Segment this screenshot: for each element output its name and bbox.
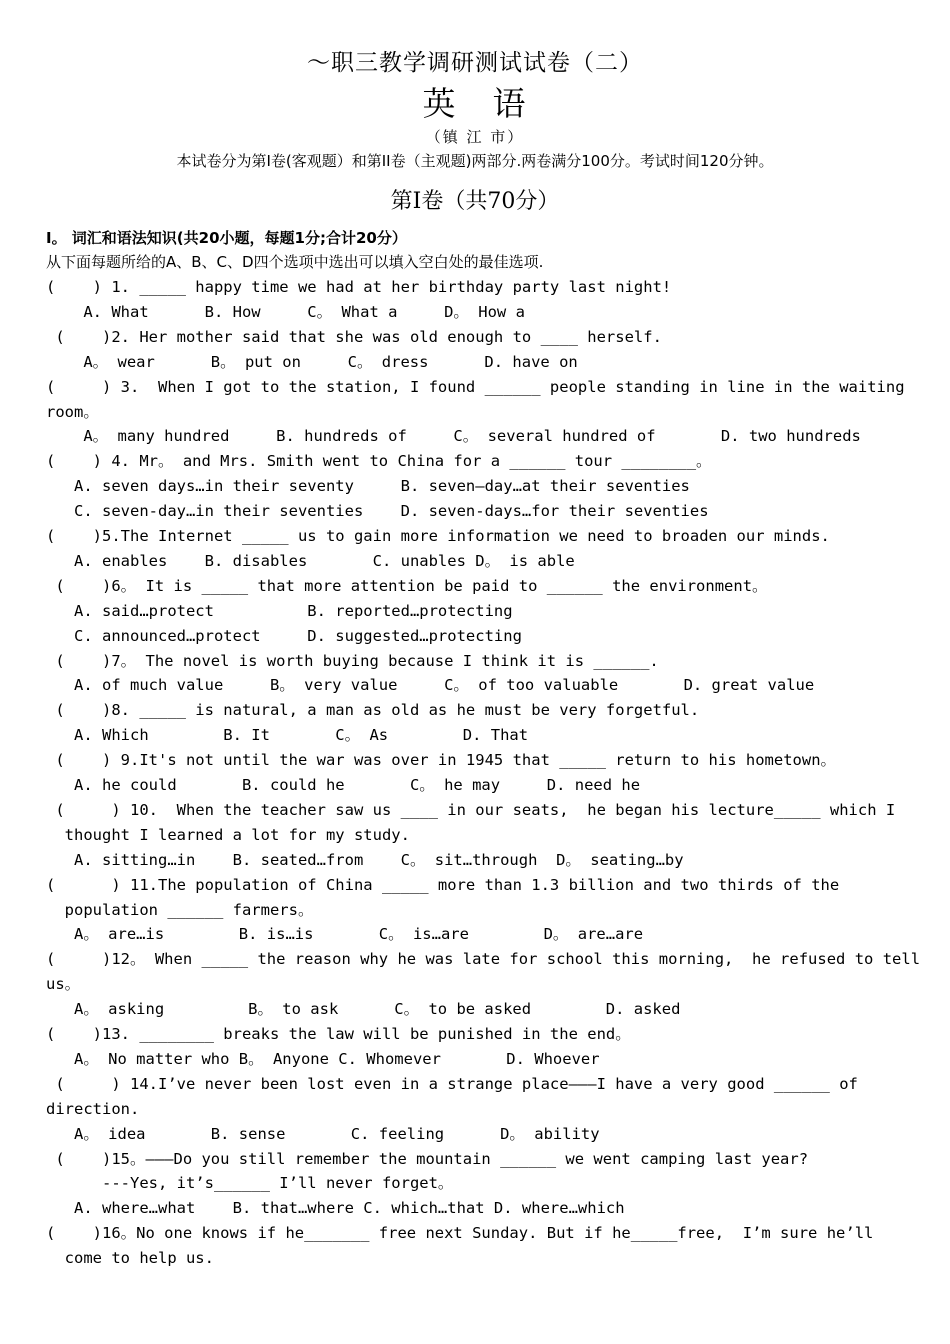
question-line: ( )2. Her mother said that she was old enough to ____ herself. [46,327,662,346]
question-line: A. seven days…in their seventy B. seven—day…at their seventies [46,477,690,496]
question-line: ( )16。No one knows if he_______ free next Sunday. But if he_____free, I’m sure he’ll [46,1224,874,1243]
question-line: thought I learned a lot for my study. [46,825,410,844]
question-line: population ______ farmers。 [46,900,314,919]
question-line: ( ) 14.I’ve never been lost even in a strange place———I have a very good ______ of [46,1074,858,1093]
question-line: A. of much value B。 very value C。 of too valuable D. great value [46,676,815,695]
question-line: ( ) 10. When the teacher saw us ____ in our seats, he began his lecture_____ which I [46,800,896,819]
question-line: A. sitting…in B. seated…from C。 sit…through D。 seating…by [46,850,684,869]
section-heading: Ⅰ。 词汇和语法知识(共20小题，每题1分;合计20分） [46,229,407,247]
part-heading: 第Ⅰ卷（共70分） [390,189,560,214]
question-line: ( )12。 When _____ the reason why he was late for school this morning, he refused to tell [46,950,921,969]
section-instruction: 从下面每题所给的A、B、C、D四个选项中选出可以填入空白处的最佳选项. [46,253,544,271]
question-line: A. What B. How C。 What a D。 How a [46,302,525,321]
question-line: A. he could B. could he C。 he may D. need he [46,776,641,794]
question-line: come to help us. [46,1249,214,1268]
question-line: ( ) 4. Mr。 and Mrs. Smith went to China for a ______ tour ________。 [46,452,712,471]
question-line: ( ) 11.The population of China _____ more than 1.3 billion and two thirds of the [46,875,840,894]
exam-intro: 本试卷分为第Ⅰ卷(客观题）和第ⅠⅠ卷（主观题)两部分.两卷满分100分。考试时间120分钟。 [176,152,774,170]
question-line: ( )6。 It is _____ that more attention be paid to ______ the environment。 [46,576,768,595]
question-line: ( ) 9.It's not until the war was over in 1945 that _____ return to his hometown。 [46,751,837,770]
question-line: A。 are…is B. is…is C。 is…are D。 are…are [46,925,644,944]
question-line: A。 wear B。 put on C。 dress D. have on [46,352,578,371]
question-line: A。 many hundred B. hundreds of C。 several hundred of D. two hundreds [46,427,861,446]
question-line: A. where…what B. that…where C. which…that D. where…which [46,1199,625,1218]
question-line: A。 No matter who B。 Anyone C. Whomever D. Whoever [46,1049,600,1068]
question-line: ( ) 3. When I got to the station, I found ______ people standing in line in the waiting [46,377,905,396]
question-line: A. enables B. disables C. unables D。 is able [46,551,575,570]
question-line: ---Yes, it’s______ I’ll never forget。 [46,1174,454,1193]
question-line: us。 [46,975,81,994]
question-line: A. said…protect B. reported…protecting [46,601,513,620]
question-line: room。 [46,402,99,421]
question-line: ( )5.The Internet _____ us to gain more information we need to broaden our minds. [46,527,830,545]
question-line: ( )15。———Do you still remember the mountain ______ we went camping last year? [46,1149,809,1168]
exam-subject: 英 语 [422,84,528,123]
exam-title: ～职三教学调研测试试卷（二） [307,50,643,76]
question-line: ( ) 1. _____ happy time we had at her birthday party last night! [46,278,672,296]
question-line: C. announced…protect D. suggested…protecting [46,626,522,645]
question-line: ( )8. _____ is natural, a man as old as he must be very forgetful. [46,701,700,720]
question-line: ( )13. ________ breaks the law will be punished in the end。 [46,1025,631,1043]
question-line: A。 asking B。 to ask C。 to be asked D. asked [46,1000,681,1019]
question-line: A. Which B. It C。 As D. That [46,726,529,745]
question-line: C. seven-day…in their seventies D. seven-days…for their seventies [46,502,709,521]
question-line: ( )7。 The novel is worth buying because I think it is ______. [46,651,659,670]
question-line: A。 idea B. sense C. feeling D。 ability [46,1124,600,1143]
question-line: direction. [46,1099,140,1118]
exam-city: （镇 江 市） [425,128,525,146]
